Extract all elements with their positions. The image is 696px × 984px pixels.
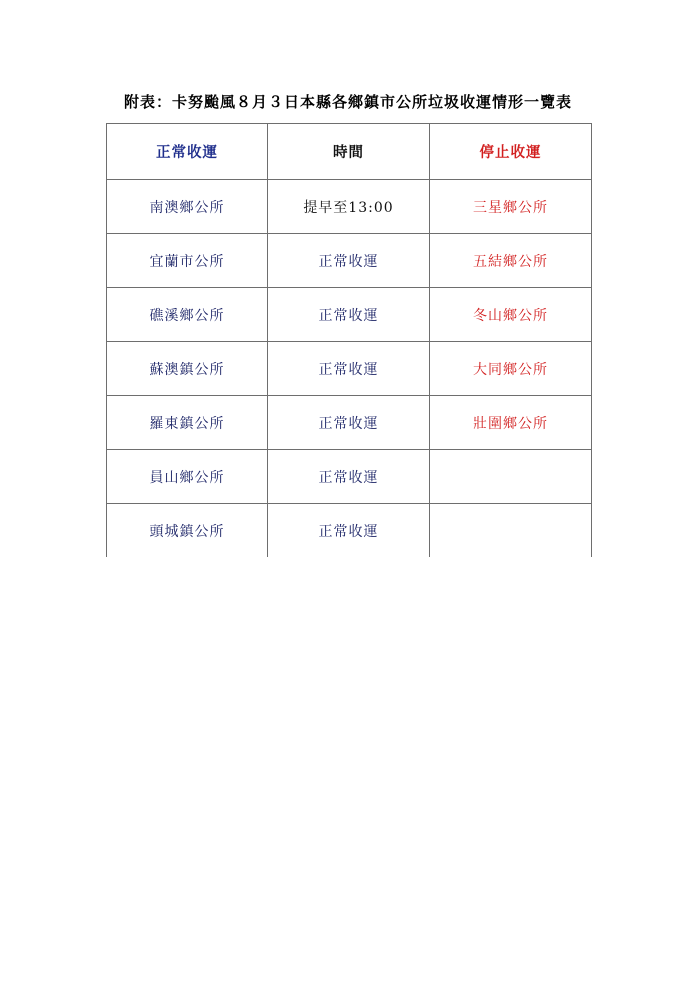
header-normal-collection: 正常收運 — [107, 124, 268, 180]
table-row — [107, 288, 592, 342]
cell-time: 正常收運 — [268, 342, 430, 396]
cell-stop-office — [430, 504, 592, 558]
cell-stop-office: 三星鄉公所 — [430, 180, 592, 234]
cell-normal-office: 宜蘭市公所 — [107, 234, 268, 288]
cell-time: 正常收運 — [268, 234, 430, 288]
cell-time: 正常收運 — [268, 288, 430, 342]
table-row — [107, 504, 592, 558]
header-stop-collection: 停止收運 — [430, 124, 592, 180]
cell-time: 正常收運 — [268, 396, 430, 450]
cell-stop-office: 五結鄉公所 — [430, 234, 592, 288]
table-row — [107, 180, 592, 234]
cell-normal-office: 蘇澳鎮公所 — [107, 342, 268, 396]
header-time: 時間 — [268, 124, 430, 180]
cell-normal-office: 礁溪鄉公所 — [107, 288, 268, 342]
cell-normal-office: 頭城鎮公所 — [107, 504, 268, 558]
cell-stop-office: 壯圍鄉公所 — [430, 396, 592, 450]
cell-time: 正常收運 — [268, 504, 430, 558]
cell-normal-office: 羅東鎮公所 — [107, 396, 268, 450]
cell-stop-office: 大同鄉公所 — [430, 342, 592, 396]
table-row — [107, 396, 592, 450]
cell-stop-office: 冬山鄉公所 — [430, 288, 592, 342]
cell-normal-office: 員山鄉公所 — [107, 450, 268, 504]
table-row — [107, 450, 592, 504]
garbage-collection-table — [106, 123, 592, 557]
table-row — [107, 342, 592, 396]
cell-time: 提早至13:00 — [268, 180, 430, 234]
document-title: 附表：卡努颱風８月３日本縣各鄉鎮市公所垃圾收運情形一覽表 — [123, 93, 572, 111]
cell-time: 正常收運 — [268, 450, 430, 504]
cell-stop-office — [430, 450, 592, 504]
cell-normal-office: 南澳鄉公所 — [107, 180, 268, 234]
table-row — [107, 234, 592, 288]
table-header-row — [107, 124, 592, 180]
